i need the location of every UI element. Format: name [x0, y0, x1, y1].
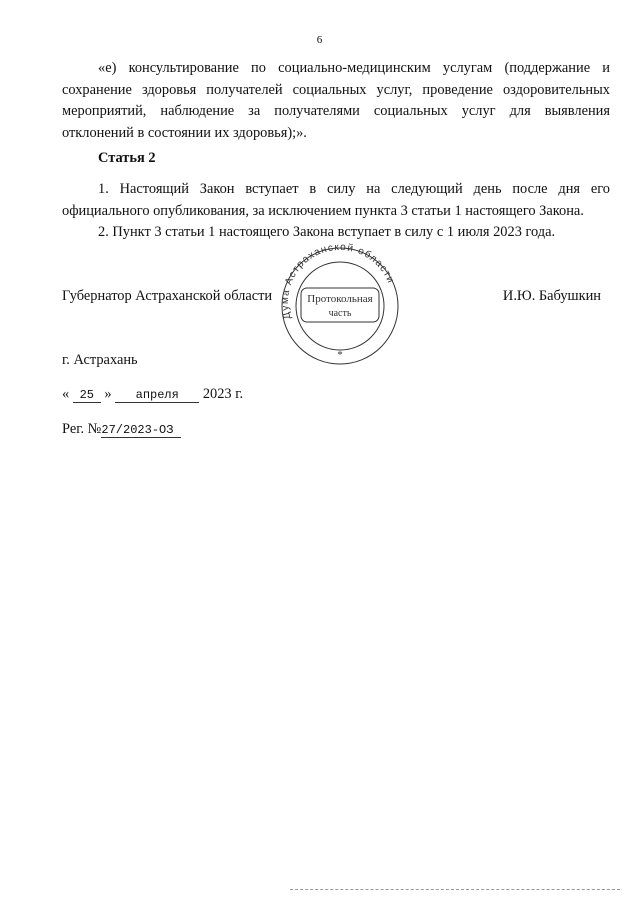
page-number: 6	[316, 34, 323, 46]
registration-label: Рег. №	[62, 421, 102, 437]
stamp-inner-line-2: часть	[328, 308, 352, 319]
governor-name: И.Ю. Бабушкин	[502, 288, 601, 304]
item-e-paragraph: «е) консультирование по социально-медицинским услугам (поддержание и сохранение здоровья получателей социальных услуг, проведение оздоровительных мероприятий, наблюдение за получателями социальных услуг для выявления отклонений в состоянии их здоровья);».	[62, 60, 610, 141]
article-2-heading: Статья 2	[98, 150, 156, 166]
registration-value: 27/2023-ОЗ	[101, 423, 181, 438]
official-stamp	[270, 240, 410, 370]
date-open-quote: «	[62, 386, 70, 402]
date-close-quote: »	[104, 386, 112, 402]
date-day: 25	[73, 388, 101, 403]
bottom-divider	[290, 889, 620, 891]
place-of-signing: г. Астрахань	[62, 352, 138, 368]
stamp-ring-text: Дума Астраханской области	[279, 241, 397, 321]
stamp-inner-line-1: Протокольная	[307, 293, 373, 305]
stamp-star: *	[337, 349, 343, 361]
date-year: 2023 г.	[202, 386, 244, 402]
article-2-paragraph-2: 2. Пункт 3 статьи 1 настоящего Закона вступает в силу с 1 июля 2023 года.	[98, 224, 556, 240]
article-2-paragraph-1: 1. Настоящий Закон вступает в силу на следующий день после дня его официального опубликования, за исключением пункта 3 статьи 1 настоящего Закона.	[62, 181, 610, 219]
registration-number	[62, 421, 181, 438]
signing-date	[62, 386, 243, 403]
governor-title: Губернатор Астраханской области	[62, 288, 273, 304]
date-month: апреля	[115, 388, 199, 403]
